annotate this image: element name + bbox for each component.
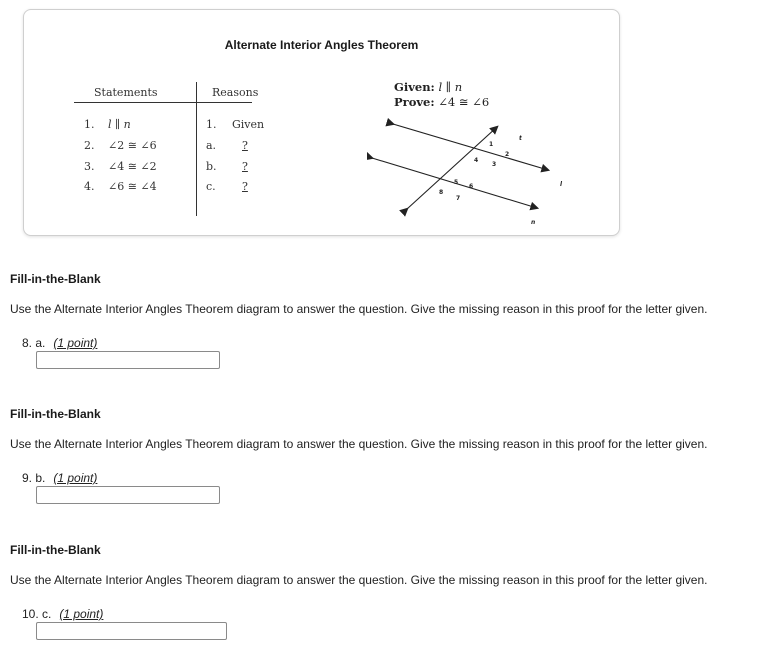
angle-label: 6 — [469, 183, 474, 190]
question-label — [22, 336, 97, 350]
fill-in-blank-section — [10, 543, 708, 587]
given-label: Given: — [394, 80, 435, 94]
section-prompt: Use the Alternate Interior Angles Theorem diagram to answer the question. Give the missing reason in this proof for the letter given. — [10, 437, 708, 451]
answer-input-c[interactable] — [36, 622, 227, 640]
question-label — [22, 607, 103, 621]
angle-label: 1 — [489, 141, 494, 148]
prove-label: Prove: — [394, 95, 435, 109]
prove-text: ∠4 ≅ ∠6 — [438, 95, 490, 109]
line-label-t: t — [519, 135, 522, 142]
fill-in-blank-section — [10, 272, 708, 316]
parallel-lines-diagram — [367, 118, 577, 228]
question-label — [22, 471, 97, 485]
section-heading: Fill-in-the-Blank — [10, 407, 101, 421]
given-text: l ∥ n — [438, 80, 463, 94]
answer-input-a[interactable] — [36, 351, 220, 369]
section-prompt: Use the Alternate Interior Angles Theorem diagram to answer the question. Give the missing reason in this proof for the letter given. — [10, 302, 708, 316]
angle-label: 8 — [439, 189, 444, 196]
proof-divider-horizontal — [74, 102, 252, 103]
statements-header: Statements — [94, 86, 158, 99]
question-points: (1 point) — [53, 336, 98, 350]
question-points: (1 point) — [59, 607, 104, 621]
section-heading: Fill-in-the-Blank — [10, 543, 101, 557]
section-prompt: Use the Alternate Interior Angles Theorem diagram to answer the question. Give the missing reason in this proof for the letter given. — [10, 573, 708, 587]
angle-label: 5 — [454, 179, 459, 186]
section-heading: Fill-in-the-Blank — [10, 272, 101, 286]
question-number: 8. a. — [22, 336, 46, 350]
question-points: (1 point) — [53, 471, 98, 485]
line-l — [393, 124, 548, 170]
question-number: 9. b. — [22, 471, 46, 485]
angle-label: 4 — [474, 157, 479, 164]
line-label-n: n — [531, 219, 536, 226]
given-prove-block — [394, 80, 489, 110]
figure-title: Alternate Interior Angles Theorem — [224, 38, 419, 52]
fill-in-blank-section — [10, 407, 708, 451]
line-label-l: l — [560, 181, 563, 188]
angle-label: 3 — [492, 161, 497, 168]
angle-label: 7 — [456, 195, 461, 202]
angle-label: 2 — [505, 151, 510, 158]
answer-input-b[interactable] — [36, 486, 220, 504]
question-number: 10. c. — [22, 607, 52, 621]
theorem-figure-card: Alternate Interior Angles Theorem Statements Reasons 1. l ∥ n 1. Given 2. ∠2 ≅ ∠6 a. ? 3. ∠4 ≅ ∠2 b. ? 4. ∠6 ≅ ∠4 c. ? Given: l ∥ n Prove: ∠4 ≅ ∠6 1 2 3 4 5 6 7 8 t l n — [23, 9, 620, 236]
reasons-header: Reasons — [212, 86, 259, 99]
transversal-t — [407, 127, 497, 209]
